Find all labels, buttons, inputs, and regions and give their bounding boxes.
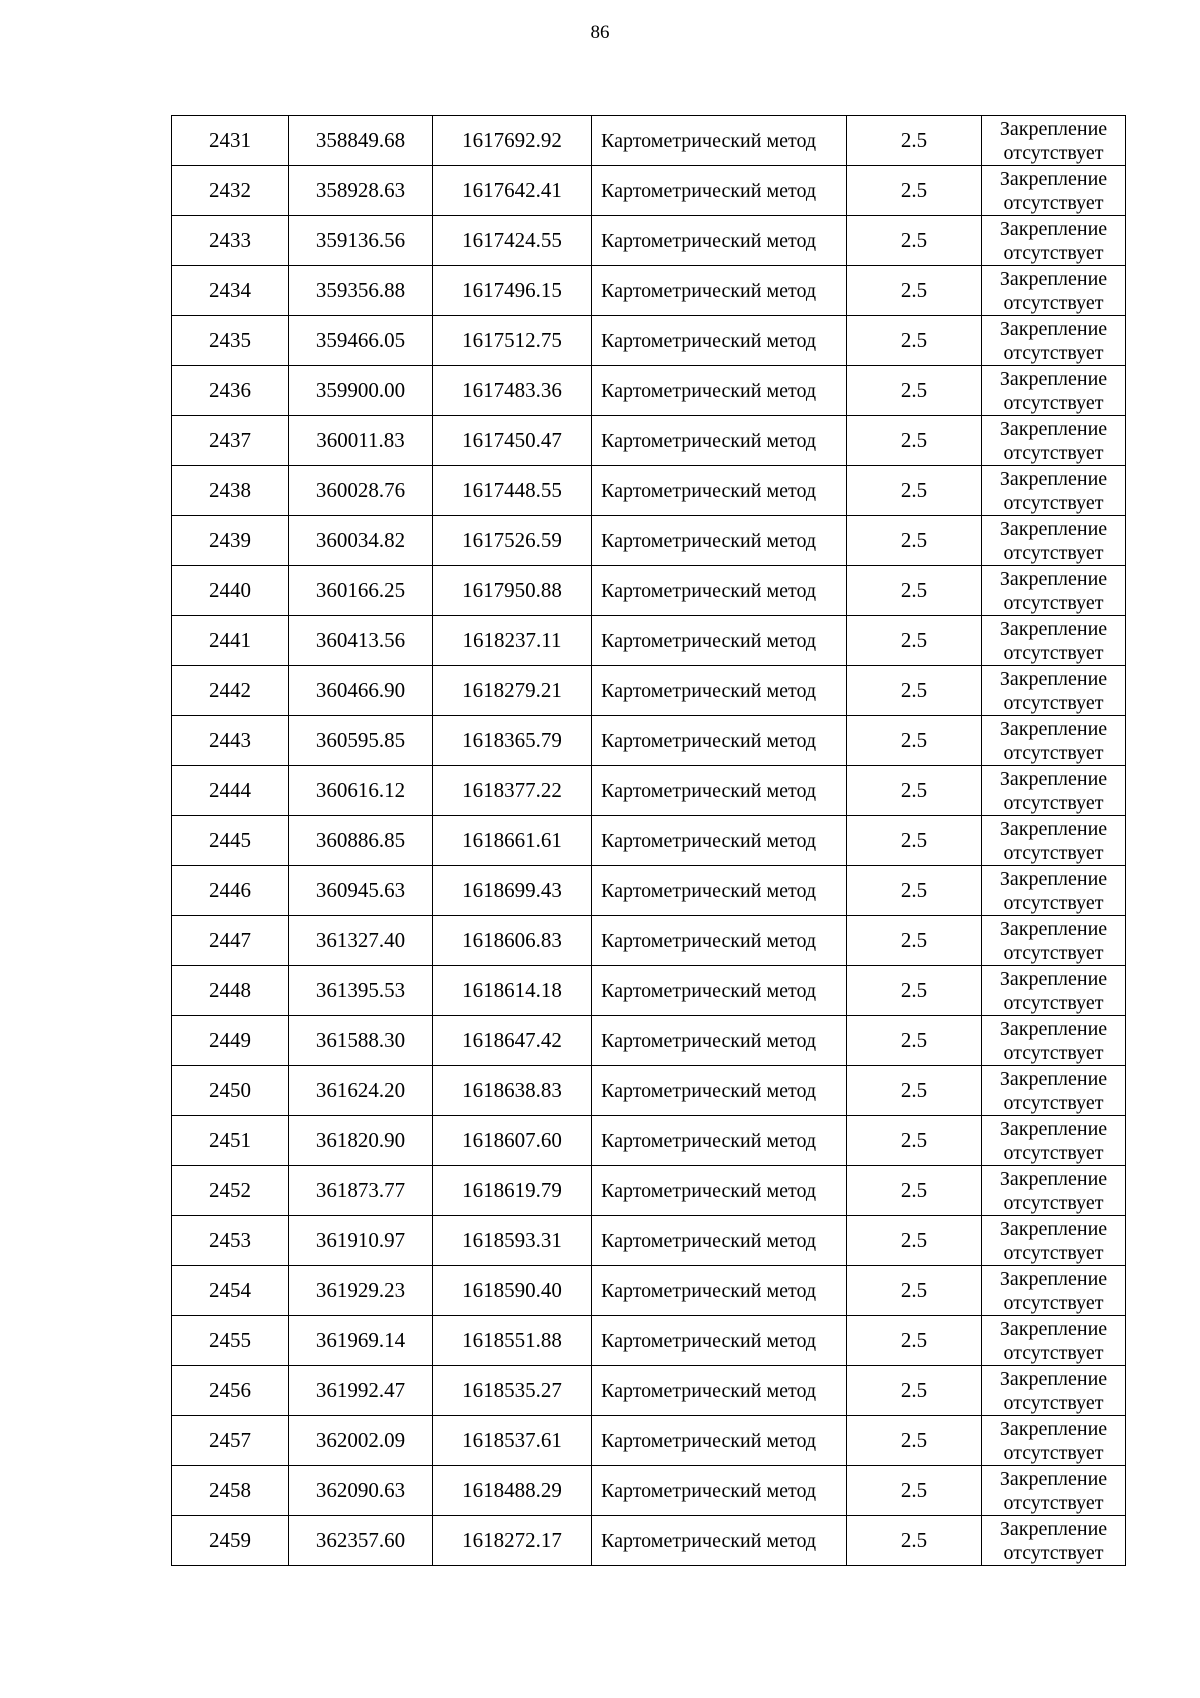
y-coordinate-cell: 1618279.21 xyxy=(433,666,592,716)
y-coordinate-cell: 1617450.47 xyxy=(433,416,592,466)
fixing-text: отсутствует xyxy=(1003,391,1104,414)
table-row xyxy=(172,716,1126,766)
precision-cell: 2.5 xyxy=(847,666,982,716)
precision-cell: 2.5 xyxy=(847,1066,982,1116)
fixing-text: отсутствует xyxy=(1003,1041,1104,1064)
method-cell: Картометрический метод xyxy=(592,116,847,166)
fixing-cell xyxy=(982,1066,1126,1116)
method-cell: Картометрический метод xyxy=(592,366,847,416)
precision-cell: 2.5 xyxy=(847,816,982,866)
point-id-cell: 2454 xyxy=(172,1266,289,1316)
point-id-cell: 2442 xyxy=(172,666,289,716)
fixing-text: Закрепление xyxy=(999,1217,1108,1240)
fixing-cell xyxy=(982,166,1126,216)
method-cell: Картометрический метод xyxy=(592,966,847,1016)
y-coordinate-cell: 1617496.15 xyxy=(433,266,592,316)
fixing-text: Закрепление xyxy=(999,1517,1108,1540)
fixing-text: отсутствует xyxy=(1003,1141,1104,1164)
fixing-text: Закрепление xyxy=(999,567,1108,590)
fixing-text: отсутствует xyxy=(1003,1091,1104,1114)
fixing-text: Закрепление xyxy=(999,1417,1108,1440)
fixing-text: Закрепление xyxy=(999,917,1108,940)
point-id-cell: 2446 xyxy=(172,866,289,916)
table-row xyxy=(172,516,1126,566)
fixing-text: отсутствует xyxy=(1003,1341,1104,1364)
precision-cell: 2.5 xyxy=(847,166,982,216)
fixing-cell xyxy=(982,1266,1126,1316)
y-coordinate-cell: 1617526.59 xyxy=(433,516,592,566)
y-coordinate-cell: 1618365.79 xyxy=(433,716,592,766)
point-id-cell: 2439 xyxy=(172,516,289,566)
fixing-text: отсутствует xyxy=(1003,1241,1104,1264)
x-coordinate-cell: 361969.14 xyxy=(289,1316,433,1366)
table-row xyxy=(172,1116,1126,1166)
fixing-cell xyxy=(982,1016,1126,1066)
method-cell: Картометрический метод xyxy=(592,816,847,866)
method-cell: Картометрический метод xyxy=(592,916,847,966)
x-coordinate-cell: 361327.40 xyxy=(289,916,433,966)
table-row xyxy=(172,1416,1126,1466)
x-coordinate-cell: 361992.47 xyxy=(289,1366,433,1416)
point-id-cell: 2440 xyxy=(172,566,289,616)
precision-cell: 2.5 xyxy=(847,616,982,666)
x-coordinate-cell: 360011.83 xyxy=(289,416,433,466)
y-coordinate-cell: 1618606.83 xyxy=(433,916,592,966)
y-coordinate-cell: 1618614.18 xyxy=(433,966,592,1016)
method-cell: Картометрический метод xyxy=(592,166,847,216)
fixing-text: Закрепление xyxy=(999,717,1108,740)
y-coordinate-cell: 1618607.60 xyxy=(433,1116,592,1166)
y-coordinate-cell: 1618535.27 xyxy=(433,1366,592,1416)
precision-cell: 2.5 xyxy=(847,416,982,466)
y-coordinate-cell: 1618638.83 xyxy=(433,1066,592,1116)
fixing-text: отсутствует xyxy=(1003,441,1104,464)
precision-cell: 2.5 xyxy=(847,566,982,616)
fixing-text: отсутствует xyxy=(1003,1291,1104,1314)
precision-cell: 2.5 xyxy=(847,266,982,316)
fixing-text: Закрепление xyxy=(999,517,1108,540)
fixing-cell xyxy=(982,766,1126,816)
fixing-cell xyxy=(982,1516,1126,1566)
x-coordinate-cell: 360945.63 xyxy=(289,866,433,916)
precision-cell: 2.5 xyxy=(847,916,982,966)
table-row xyxy=(172,1316,1126,1366)
fixing-text: отсутствует xyxy=(1003,1541,1104,1564)
fixing-text: Закрепление xyxy=(999,1167,1108,1190)
precision-cell: 2.5 xyxy=(847,216,982,266)
method-cell: Картометрический метод xyxy=(592,1366,847,1416)
y-coordinate-cell: 1618619.79 xyxy=(433,1166,592,1216)
point-id-cell: 2447 xyxy=(172,916,289,966)
precision-cell: 2.5 xyxy=(847,1516,982,1566)
precision-cell: 2.5 xyxy=(847,116,982,166)
fixing-text: Закрепление xyxy=(999,1267,1108,1290)
point-id-cell: 2450 xyxy=(172,1066,289,1116)
point-id-cell: 2458 xyxy=(172,1466,289,1516)
fixing-cell xyxy=(982,1216,1126,1266)
point-id-cell: 2451 xyxy=(172,1116,289,1166)
point-id-cell: 2456 xyxy=(172,1366,289,1416)
precision-cell: 2.5 xyxy=(847,1166,982,1216)
method-cell: Картометрический метод xyxy=(592,766,847,816)
table-row xyxy=(172,166,1126,216)
method-cell: Картометрический метод xyxy=(592,316,847,366)
method-cell: Картометрический метод xyxy=(592,716,847,766)
fixing-text: Закрепление xyxy=(999,217,1108,240)
x-coordinate-cell: 358928.63 xyxy=(289,166,433,216)
method-cell: Картометрический метод xyxy=(592,1116,847,1166)
x-coordinate-cell: 360166.25 xyxy=(289,566,433,616)
precision-cell: 2.5 xyxy=(847,1016,982,1066)
table-row xyxy=(172,216,1126,266)
table-row xyxy=(172,1516,1126,1566)
fixing-cell xyxy=(982,1116,1126,1166)
y-coordinate-cell: 1617692.92 xyxy=(433,116,592,166)
y-coordinate-cell: 1617483.36 xyxy=(433,366,592,416)
point-id-cell: 2457 xyxy=(172,1416,289,1466)
x-coordinate-cell: 361929.23 xyxy=(289,1266,433,1316)
point-id-cell: 2445 xyxy=(172,816,289,866)
fixing-text: Закрепление xyxy=(999,367,1108,390)
fixing-text: отсутствует xyxy=(1003,1191,1104,1214)
fixing-text: отсутствует xyxy=(1003,941,1104,964)
method-cell: Картометрический метод xyxy=(592,566,847,616)
point-id-cell: 2441 xyxy=(172,616,289,666)
table-row xyxy=(172,816,1126,866)
precision-cell: 2.5 xyxy=(847,1116,982,1166)
x-coordinate-cell: 359356.88 xyxy=(289,266,433,316)
fixing-text: Закрепление xyxy=(999,1117,1108,1140)
fixing-text: отсутствует xyxy=(1003,1441,1104,1464)
fixing-cell xyxy=(982,216,1126,266)
y-coordinate-cell: 1617448.55 xyxy=(433,466,592,516)
fixing-cell xyxy=(982,916,1126,966)
fixing-text: отсутствует xyxy=(1003,641,1104,664)
fixing-text: отсутствует xyxy=(1003,841,1104,864)
fixing-text: отсутствует xyxy=(1003,991,1104,1014)
x-coordinate-cell: 360886.85 xyxy=(289,816,433,866)
table-row xyxy=(172,1466,1126,1516)
x-coordinate-cell: 361820.90 xyxy=(289,1116,433,1166)
fixing-text: отсутствует xyxy=(1003,691,1104,714)
coordinates-table xyxy=(171,115,1126,1566)
y-coordinate-cell: 1618377.22 xyxy=(433,766,592,816)
point-id-cell: 2455 xyxy=(172,1316,289,1366)
method-cell: Картометрический метод xyxy=(592,1266,847,1316)
fixing-text: Закрепление xyxy=(999,1367,1108,1390)
table-row xyxy=(172,616,1126,666)
point-id-cell: 2437 xyxy=(172,416,289,466)
table-row xyxy=(172,1166,1126,1216)
fixing-cell xyxy=(982,466,1126,516)
fixing-cell xyxy=(982,1366,1126,1416)
precision-cell: 2.5 xyxy=(847,1316,982,1366)
table-row xyxy=(172,1066,1126,1116)
fixing-text: Закрепление xyxy=(999,667,1108,690)
fixing-cell xyxy=(982,416,1126,466)
precision-cell: 2.5 xyxy=(847,366,982,416)
precision-cell: 2.5 xyxy=(847,466,982,516)
point-id-cell: 2434 xyxy=(172,266,289,316)
fixing-text: Закрепление xyxy=(999,1467,1108,1490)
table-row xyxy=(172,666,1126,716)
point-id-cell: 2438 xyxy=(172,466,289,516)
method-cell: Картометрический метод xyxy=(592,1466,847,1516)
fixing-text: отсутствует xyxy=(1003,1391,1104,1414)
y-coordinate-cell: 1618488.29 xyxy=(433,1466,592,1516)
fixing-text: отсутствует xyxy=(1003,1491,1104,1514)
method-cell: Картометрический метод xyxy=(592,616,847,666)
y-coordinate-cell: 1618237.11 xyxy=(433,616,592,666)
fixing-cell xyxy=(982,1466,1126,1516)
method-cell: Картометрический метод xyxy=(592,216,847,266)
precision-cell: 2.5 xyxy=(847,1466,982,1516)
fixing-cell xyxy=(982,1166,1126,1216)
fixing-text: отсутствует xyxy=(1003,791,1104,814)
x-coordinate-cell: 361395.53 xyxy=(289,966,433,1016)
y-coordinate-cell: 1618551.88 xyxy=(433,1316,592,1366)
point-id-cell: 2435 xyxy=(172,316,289,366)
point-id-cell: 2452 xyxy=(172,1166,289,1216)
fixing-cell xyxy=(982,1416,1126,1466)
method-cell: Картометрический метод xyxy=(592,1066,847,1116)
y-coordinate-cell: 1617642.41 xyxy=(433,166,592,216)
table-row xyxy=(172,916,1126,966)
fixing-text: Закрепление xyxy=(999,467,1108,490)
y-coordinate-cell: 1618661.61 xyxy=(433,816,592,866)
precision-cell: 2.5 xyxy=(847,316,982,366)
fixing-cell xyxy=(982,566,1126,616)
precision-cell: 2.5 xyxy=(847,866,982,916)
method-cell: Картометрический метод xyxy=(592,1216,847,1266)
table-body xyxy=(172,116,1126,1566)
table-row xyxy=(172,366,1126,416)
method-cell: Картометрический метод xyxy=(592,466,847,516)
fixing-text: отсутствует xyxy=(1003,341,1104,364)
fixing-cell xyxy=(982,666,1126,716)
table-row xyxy=(172,1016,1126,1066)
fixing-cell xyxy=(982,1316,1126,1366)
y-coordinate-cell: 1618272.17 xyxy=(433,1516,592,1566)
fixing-text: отсутствует xyxy=(1003,891,1104,914)
precision-cell: 2.5 xyxy=(847,766,982,816)
table-row xyxy=(172,1266,1126,1316)
table-row xyxy=(172,866,1126,916)
fixing-text: Закрепление xyxy=(999,317,1108,340)
point-id-cell: 2448 xyxy=(172,966,289,1016)
point-id-cell: 2436 xyxy=(172,366,289,416)
y-coordinate-cell: 1617512.75 xyxy=(433,316,592,366)
table-row xyxy=(172,316,1126,366)
x-coordinate-cell: 361873.77 xyxy=(289,1166,433,1216)
point-id-cell: 2449 xyxy=(172,1016,289,1066)
fixing-cell xyxy=(982,616,1126,666)
method-cell: Картометрический метод xyxy=(592,266,847,316)
y-coordinate-cell: 1618647.42 xyxy=(433,1016,592,1066)
fixing-cell xyxy=(982,316,1126,366)
fixing-text: Закрепление xyxy=(999,117,1108,140)
fixing-text: отсутствует xyxy=(1003,491,1104,514)
fixing-cell xyxy=(982,716,1126,766)
table-row xyxy=(172,966,1126,1016)
fixing-text: отсутствует xyxy=(1003,191,1104,214)
point-id-cell: 2433 xyxy=(172,216,289,266)
fixing-text: отсутствует xyxy=(1003,291,1104,314)
precision-cell: 2.5 xyxy=(847,1216,982,1266)
x-coordinate-cell: 360616.12 xyxy=(289,766,433,816)
x-coordinate-cell: 362357.60 xyxy=(289,1516,433,1566)
y-coordinate-cell: 1618593.31 xyxy=(433,1216,592,1266)
method-cell: Картометрический метод xyxy=(592,1416,847,1466)
fixing-text: Закрепление xyxy=(999,267,1108,290)
table-row xyxy=(172,466,1126,516)
fixing-text: Закрепление xyxy=(999,1317,1108,1340)
fixing-text: Закрепление xyxy=(999,1017,1108,1040)
point-id-cell: 2432 xyxy=(172,166,289,216)
y-coordinate-cell: 1618699.43 xyxy=(433,866,592,916)
fixing-cell xyxy=(982,516,1126,566)
fixing-text: Закрепление xyxy=(999,967,1108,990)
x-coordinate-cell: 360595.85 xyxy=(289,716,433,766)
x-coordinate-cell: 361910.97 xyxy=(289,1216,433,1266)
x-coordinate-cell: 360028.76 xyxy=(289,466,433,516)
precision-cell: 2.5 xyxy=(847,1366,982,1416)
table-row xyxy=(172,1366,1126,1416)
x-coordinate-cell: 360466.90 xyxy=(289,666,433,716)
method-cell: Картометрический метод xyxy=(592,866,847,916)
fixing-text: Закрепление xyxy=(999,417,1108,440)
x-coordinate-cell: 360413.56 xyxy=(289,616,433,666)
y-coordinate-cell: 1618537.61 xyxy=(433,1416,592,1466)
fixing-text: Закрепление xyxy=(999,817,1108,840)
point-id-cell: 2459 xyxy=(172,1516,289,1566)
table-row xyxy=(172,416,1126,466)
point-id-cell: 2431 xyxy=(172,116,289,166)
fixing-cell xyxy=(982,266,1126,316)
fixing-text: отсутствует xyxy=(1003,141,1104,164)
precision-cell: 2.5 xyxy=(847,966,982,1016)
fixing-text: Закрепление xyxy=(999,617,1108,640)
method-cell: Картометрический метод xyxy=(592,666,847,716)
fixing-cell xyxy=(982,816,1126,866)
x-coordinate-cell: 359900.00 xyxy=(289,366,433,416)
table-row xyxy=(172,1216,1126,1266)
x-coordinate-cell: 362090.63 xyxy=(289,1466,433,1516)
fixing-text: Закрепление xyxy=(999,767,1108,790)
point-id-cell: 2444 xyxy=(172,766,289,816)
fixing-cell xyxy=(982,966,1126,1016)
x-coordinate-cell: 361588.30 xyxy=(289,1016,433,1066)
fixing-cell xyxy=(982,116,1126,166)
x-coordinate-cell: 361624.20 xyxy=(289,1066,433,1116)
fixing-text: отсутствует xyxy=(1003,541,1104,564)
method-cell: Картометрический метод xyxy=(592,1516,847,1566)
fixing-text: отсутствует xyxy=(1003,241,1104,264)
point-id-cell: 2453 xyxy=(172,1216,289,1266)
y-coordinate-cell: 1618590.40 xyxy=(433,1266,592,1316)
fixing-text: Закрепление xyxy=(999,867,1108,890)
table-row xyxy=(172,766,1126,816)
table-row xyxy=(172,116,1126,166)
fixing-text: отсутствует xyxy=(1003,591,1104,614)
precision-cell: 2.5 xyxy=(847,1416,982,1466)
x-coordinate-cell: 359466.05 xyxy=(289,316,433,366)
fixing-cell xyxy=(982,866,1126,916)
method-cell: Картометрический метод xyxy=(592,1016,847,1066)
fixing-text: Закрепление xyxy=(999,167,1108,190)
method-cell: Картометрический метод xyxy=(592,1316,847,1366)
page-number: 86 xyxy=(590,22,610,43)
method-cell: Картометрический метод xyxy=(592,516,847,566)
y-coordinate-cell: 1617424.55 xyxy=(433,216,592,266)
precision-cell: 2.5 xyxy=(847,716,982,766)
x-coordinate-cell: 359136.56 xyxy=(289,216,433,266)
method-cell: Картометрический метод xyxy=(592,416,847,466)
fixing-cell xyxy=(982,366,1126,416)
fixing-text: отсутствует xyxy=(1003,741,1104,764)
precision-cell: 2.5 xyxy=(847,516,982,566)
method-cell: Картометрический метод xyxy=(592,1166,847,1216)
table-row xyxy=(172,566,1126,616)
x-coordinate-cell: 358849.68 xyxy=(289,116,433,166)
y-coordinate-cell: 1617950.88 xyxy=(433,566,592,616)
precision-cell: 2.5 xyxy=(847,1266,982,1316)
fixing-text: Закрепление xyxy=(999,1067,1108,1090)
table-row xyxy=(172,266,1126,316)
x-coordinate-cell: 362002.09 xyxy=(289,1416,433,1466)
x-coordinate-cell: 360034.82 xyxy=(289,516,433,566)
point-id-cell: 2443 xyxy=(172,716,289,766)
